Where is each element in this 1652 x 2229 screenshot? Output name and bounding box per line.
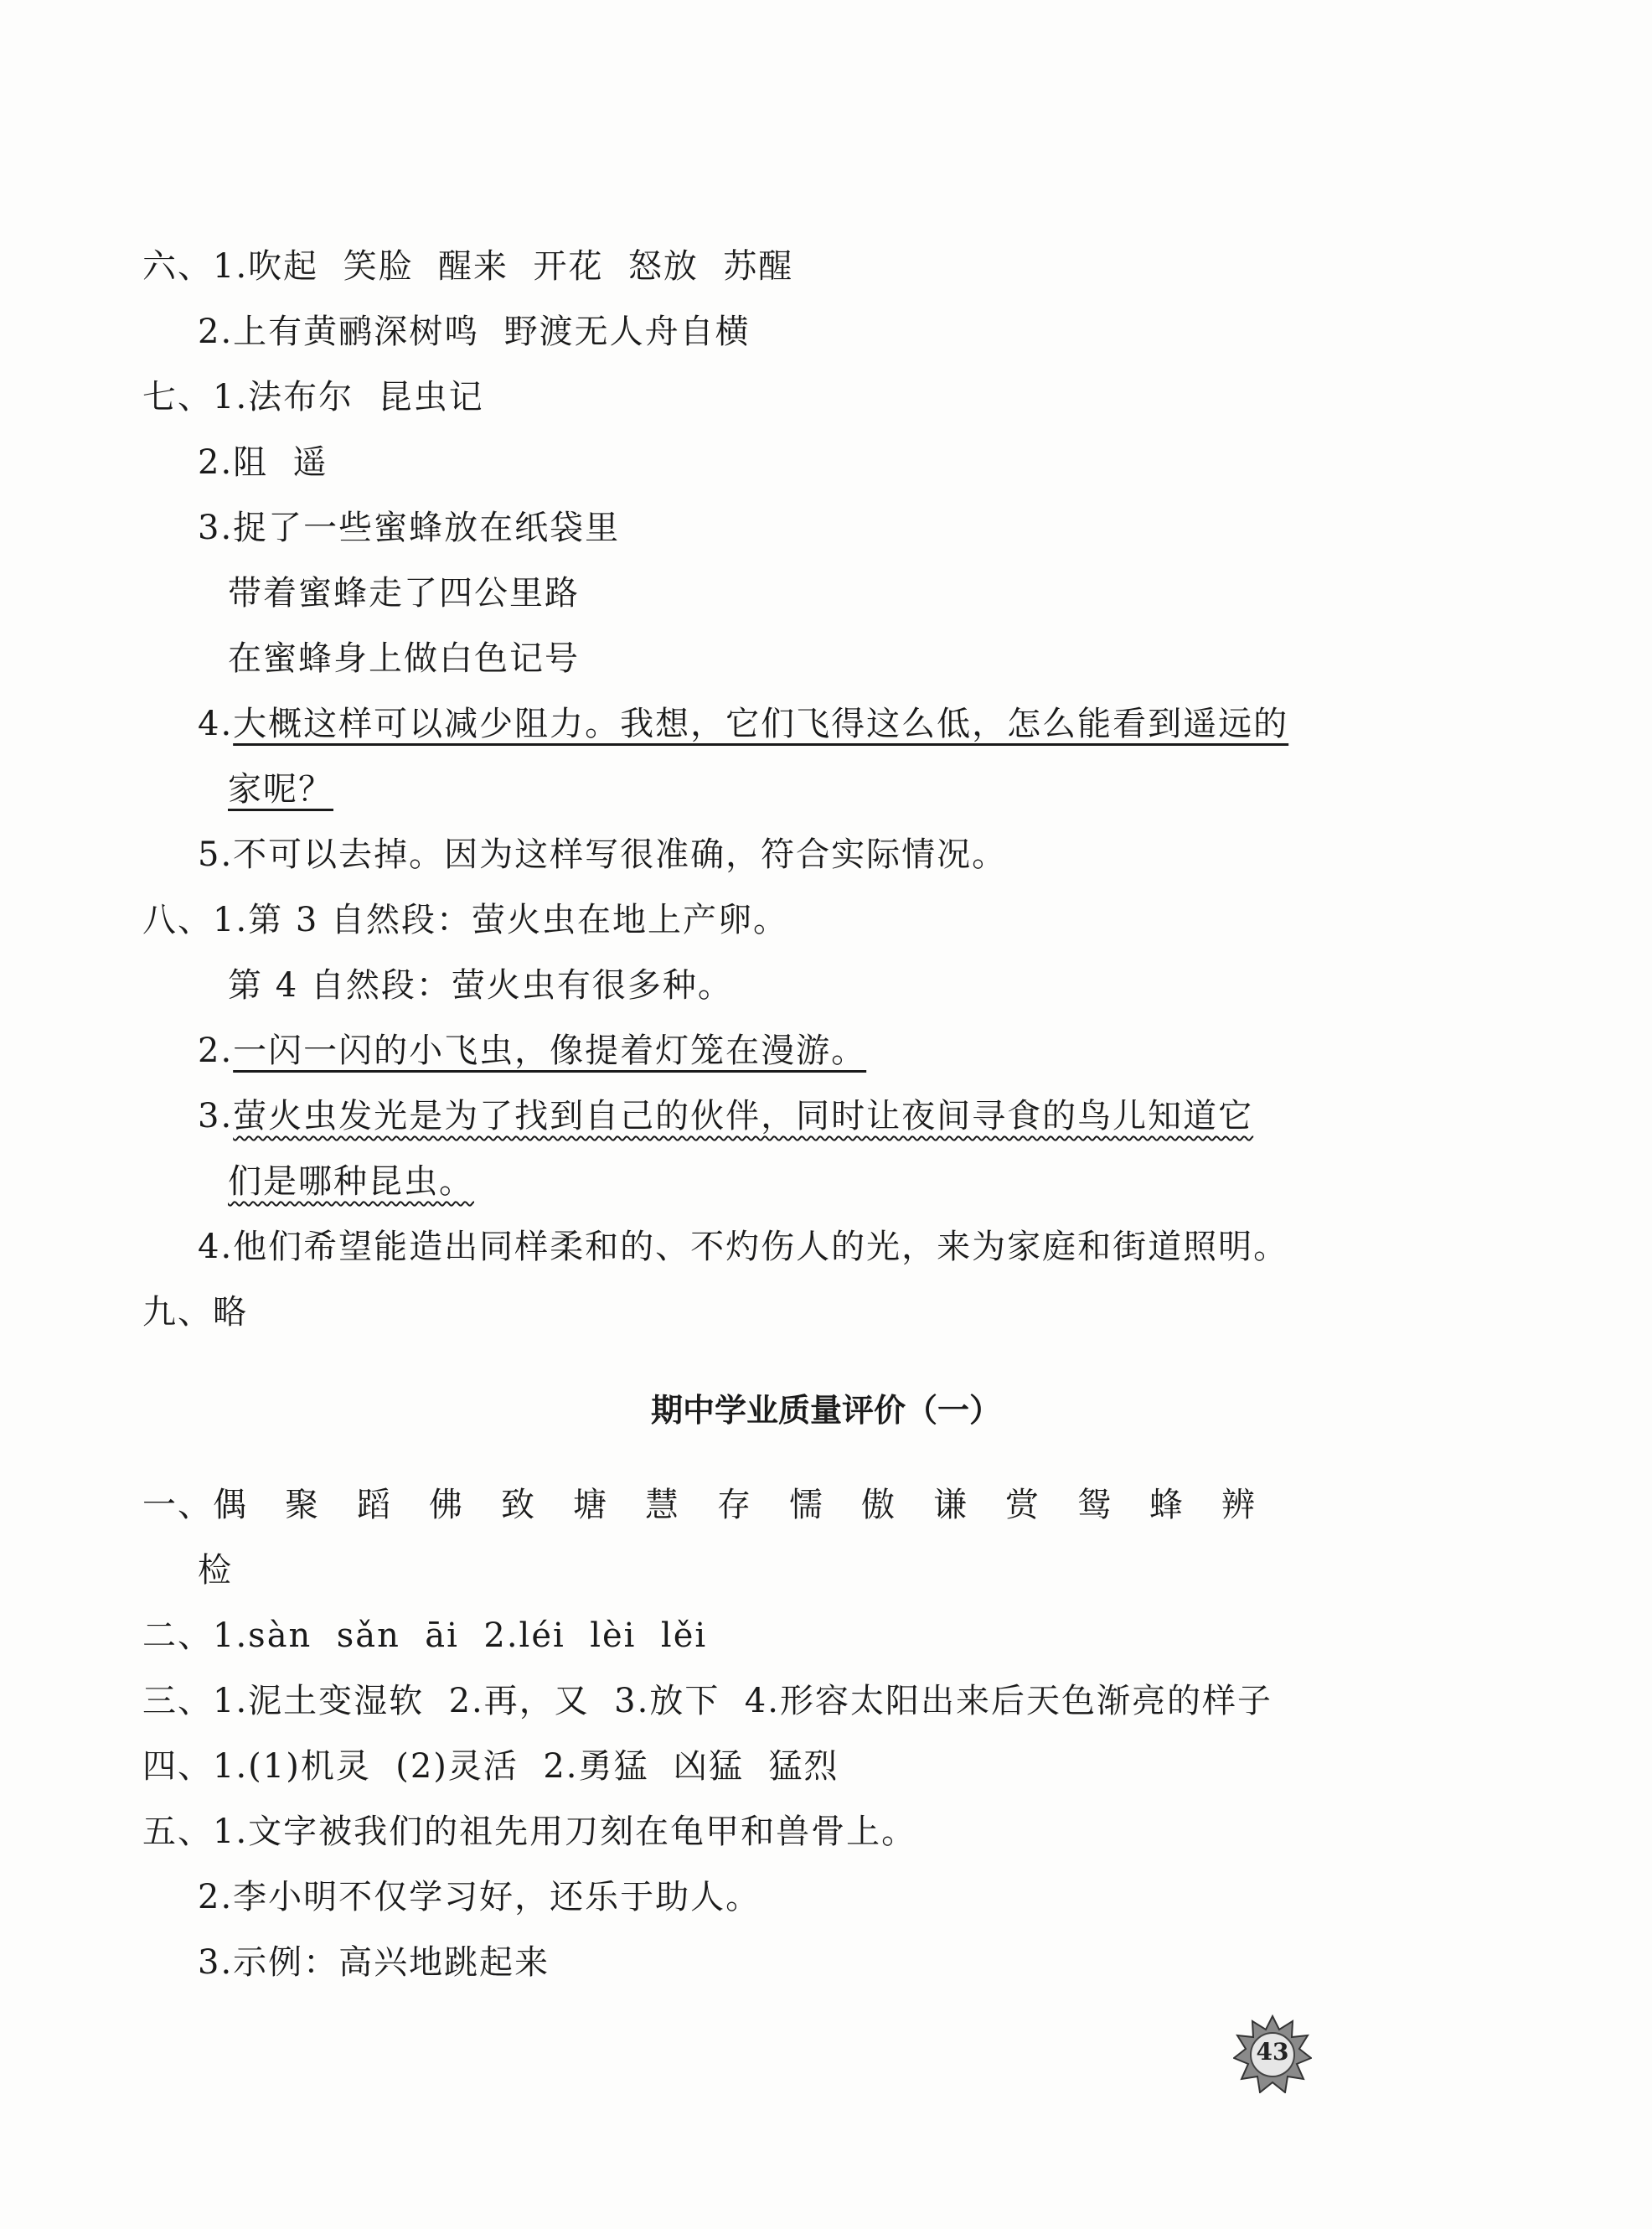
page-number: 43 (1256, 2038, 1289, 2066)
exam-answer-1-chars: 偶聚蹈佛致塘慧存懦傲谦赏鸳蜂辨 (213, 1486, 1293, 1524)
exam-answer-3: 三、1.泥土变湿软 2.再，又 3.放下 4.形容太阳出来后天色渐亮的样子 (142, 1682, 1273, 1720)
answer-8-3b (228, 1158, 474, 1205)
answer-8-1b: 第 4 自然段：萤火虫有很多种。 (228, 966, 733, 1005)
answer-6-2: 2.上有黄鹂深树鸣 野渡无人舟自横 (198, 313, 751, 351)
answer-7-3b: 带着蜜蜂走了四公里路 (228, 574, 580, 613)
answer-7-4-underlined-b: 家呢？ (228, 770, 333, 809)
page-number-badge (1233, 2014, 1312, 2093)
exam-answer-5-2: 2.李小明不仅学习好，还乐于助人。 (198, 1878, 761, 1916)
answer-8-2 (198, 1027, 866, 1074)
exam-answer-5-3: 3.示例：高兴地跳起来 (198, 1943, 550, 1982)
answer-7-4 (198, 701, 1288, 747)
answer-9: 九、略 (142, 1293, 248, 1332)
answer-8-3-wavy-b: 们是哪种昆虫。 (228, 1162, 474, 1201)
answer-7-4b (228, 766, 333, 813)
exam-answer-5-1: 五、1.文字被我们的祖先用刀刻在龟甲和兽骨上。 (142, 1813, 917, 1851)
answer-7-1: 七、1.法布尔 昆虫记 (142, 378, 484, 416)
exam-answer-4: 四、1.(1)机灵 (2)灵活 2.勇猛 凶猛 猛烈 (142, 1747, 839, 1786)
answer-7-4-prefix: 4. (198, 705, 234, 743)
answer-8-2-underlined: 一闪一闪的小飞虫，像提着灯笼在漫游。 (233, 1032, 867, 1070)
answer-8-1: 八、1.第 3 自然段：萤火虫在地上产卵。 (142, 901, 789, 939)
exam-answer-1 (142, 1482, 1293, 1528)
answer-7-3c: 在蜜蜂身上做白色记号 (228, 639, 580, 678)
exam-title: 期中学业质量评价（一） (650, 1392, 1001, 1429)
answer-7-5: 5.不可以去掉。因为这样写很准确，符合实际情况。 (198, 835, 1008, 874)
answer-8-3 (198, 1093, 1253, 1140)
answer-8-4: 4.他们希望能造出同样柔和的、不灼伤人的光，来为家庭和街道照明。 (198, 1228, 1289, 1266)
exam-answer-1-prefix: 一、 (142, 1486, 213, 1524)
answer-8-3-prefix: 3. (198, 1097, 234, 1135)
answer-7-4-underlined-a: 大概这样可以减少阻力。我想，它们飞得这么低，怎么能看到遥远的 (233, 705, 1289, 743)
answer-7-2: 2.阻 遥 (198, 443, 328, 482)
exam-answer-2: 二、1.sàn sǎn āi 2.léi lèi lěi (142, 1616, 708, 1655)
answer-7-3: 3.捉了一些蜜蜂放在纸袋里 (198, 509, 621, 547)
answer-8-2-prefix: 2. (198, 1032, 234, 1070)
answer-6-1: 六、1.吹起 笑脸 醒来 开花 怒放 苏醒 (142, 247, 794, 286)
exam-answer-1b: 检 (198, 1551, 233, 1590)
answer-8-3-wavy-a: 萤火虫发光是为了找到自己的伙伴，同时让夜间寻食的鸟儿知道它 (233, 1097, 1254, 1135)
